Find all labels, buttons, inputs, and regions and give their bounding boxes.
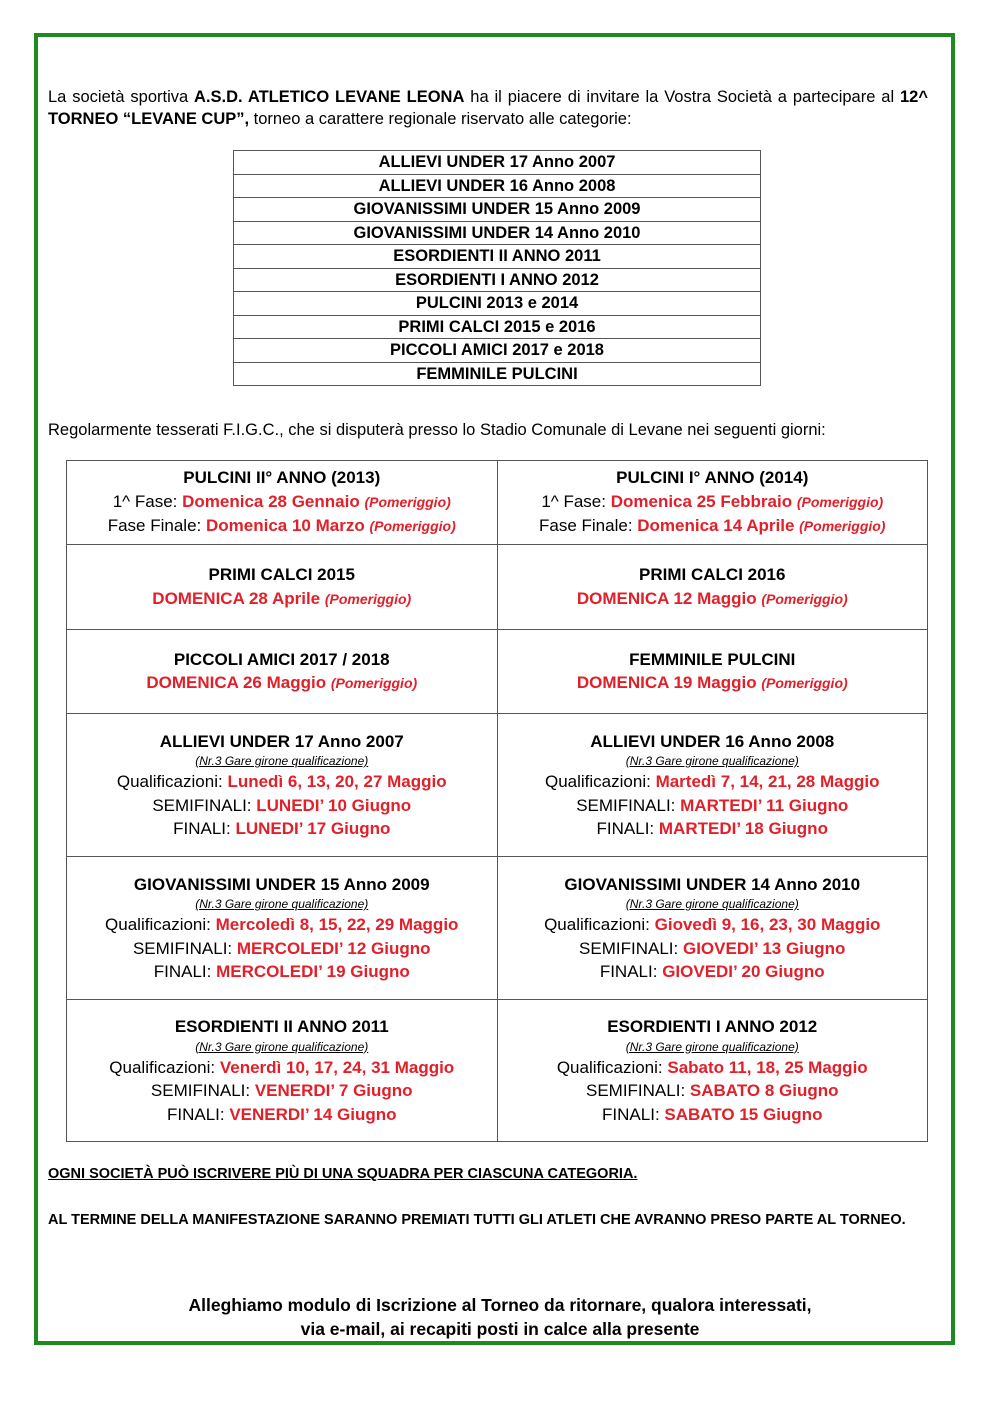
label: SEMIFINALI: [132,938,237,958]
label: SEMIFINALI: [585,1081,690,1100]
pomeriggio-note: (Pomeriggio) [364,493,451,510]
intro-text: ha il piacere di invitare la Vostra Società a partecipare al [464,88,900,106]
pomeriggio-note: (Pomeriggio) [761,590,848,607]
cell-title: FEMMINILE PULCINI [629,649,796,669]
label: FINALI: [153,962,217,981]
label: FINALI: [596,819,659,838]
schedule-cell-esordienti-2011 [67,1000,498,1142]
schedule-cell-giovanissimi-u15 [67,857,498,1000]
label: Qualificazioni: [109,1057,220,1077]
category-row: PICCOLI AMICI 2017 e 2018 [234,339,761,363]
date: Lunedì 6, 13, 20, 27 Maggio [227,772,447,791]
schedule-cell-allievi-u16 [497,714,928,857]
club-name: A.S.D. ATLETICO LEVANE LEONA [194,88,465,106]
category-row: ESORDIENTI II ANNO 2011 [234,245,761,269]
closing-line: via e-mail, ai recapiti posti in calce alla presente [300,1319,700,1339]
schedule-cell-allievi-u17 [67,714,498,857]
date: Domenica 14 Aprile [637,516,800,536]
schedule-cell-pulcini-2013 [67,461,498,545]
label: Fase Finale: [539,516,638,536]
schedule-cell-pulcini-2014 [497,461,928,545]
date: Martedì 7, 14, 21, 28 Maggio [655,772,880,791]
date: MERCOLEDI’ 12 Giugno [236,938,431,958]
label: FINALI: [166,1104,230,1124]
label: Qualificazioni: [556,1057,668,1077]
group-note: (Nr.3 Gare girone qualificazione) [195,1039,369,1054]
group-note: (Nr.3 Gare girone qualificazione) [625,754,799,768]
intro-text: torneo a carattere regionale riservato alle categorie: [249,110,632,128]
date: Sabato 11, 18, 25 Maggio [667,1057,868,1077]
intro-paragraph [48,86,928,130]
date: MARTEDI’ 18 Giugno [658,819,828,838]
schedule-cell-primi-calci-2015 [67,545,498,630]
date: Domenica 28 Gennaio [182,491,365,511]
label: 1^ Fase: [112,491,183,511]
schedule-cell-primi-calci-2016 [497,545,928,630]
group-note: (Nr.3 Gare girone qualificazione) [195,754,369,768]
category-row: PULCINI 2013 e 2014 [234,292,761,316]
label: FINALI: [599,962,663,981]
cell-title: ALLIEVI UNDER 17 Anno 2007 [159,731,404,751]
date: Giovedì 9, 16, 23, 30 Maggio [654,915,881,934]
schedule-cell-esordienti-2012 [497,1000,928,1142]
pomeriggio-note: (Pomeriggio) [324,590,412,607]
multiple-teams-notice: OGNI SOCIETÀ PUÒ ISCRIVERE PIÙ DI UNA SQUADRA PER CIASCUNA CATEGORIA. [48,1166,638,1182]
date: DOMENICA 19 Maggio [576,673,762,692]
pomeriggio-note: (Pomeriggio) [796,493,884,510]
category-row: ESORDIENTI I ANNO 2012 [234,268,761,292]
category-row: ALLIEVI UNDER 17 Anno 2007 [234,151,761,175]
awards-notice: AL TERMINE DELLA MANIFESTAZIONE SARANNO PREMIATI TUTTI GLI ATLETI CHE AVRANNO PRESO PARTE AL TORNEO. [48,1212,906,1228]
date: DOMENICA 28 Aprile [152,588,325,608]
cell-title: PRIMI CALCI 2015 [208,565,355,584]
label: FINALI: [602,1104,665,1124]
label: Qualificazioni: [105,915,216,934]
date: Mercoledì 8, 15, 22, 29 Maggio [215,915,459,934]
date: Domenica 25 Febbraio [610,491,797,511]
pomeriggio-note: (Pomeriggio) [369,518,456,535]
date: LUNEDI’ 17 Giugno [235,819,391,838]
date: DOMENICA 12 Maggio [576,588,762,608]
pomeriggio-note: (Pomeriggio) [761,675,848,691]
date: Venerdì 10, 17, 24, 31 Maggio [219,1057,455,1077]
category-row: GIOVANISSIMI UNDER 14 Anno 2010 [234,221,761,245]
closing-line: Alleghiamo modulo di Iscrizione al Torneo da ritornare, qualora interessati, [188,1295,812,1315]
category-row: PRIMI CALCI 2015 e 2016 [234,315,761,339]
label: Qualificazioni: [544,915,655,934]
label: Qualificazioni: [545,772,656,791]
categories-table [233,150,761,386]
date: SABATO 8 Giugno [689,1081,839,1100]
cell-title: ALLIEVI UNDER 16 Anno 2008 [590,731,835,751]
pomeriggio-note: (Pomeriggio) [799,518,886,535]
schedule-cell-femminile-pulcini [497,630,928,714]
cell-title: GIOVANISSIMI UNDER 15 Anno 2009 [133,874,430,894]
date: SABATO 15 Giugno [664,1104,823,1124]
date: MARTEDI’ 11 Giugno [680,795,849,815]
group-note: (Nr.3 Gare girone qualificazione) [625,897,799,911]
date: Domenica 10 Marzo [205,516,370,536]
date: VENERDI’ 14 Giugno [229,1104,397,1124]
schedule-intro: Regolarmente tesserati F.I.G.C., che si disputerà presso lo Stadio Comunale di Levane nei seguenti giorni: [48,421,826,439]
schedule-cell-giovanissimi-u14 [497,857,928,1000]
tournament-name: 12^ TORNEO “LEVANE CUP”, [48,88,928,128]
label: SEMIFINALI: [579,938,683,958]
pomeriggio-note: (Pomeriggio) [330,675,418,691]
label: Fase Finale: [107,516,206,536]
cell-title: GIOVANISSIMI UNDER 14 Anno 2010 [564,874,861,894]
label: 1^ Fase: [541,491,611,511]
label: FINALI: [173,819,236,838]
schedule-cell-piccoli-amici [67,630,498,714]
cell-title: PULCINI I° ANNO (2014) [616,468,809,488]
label: SEMIFINALI: [576,795,681,815]
cell-title: PRIMI CALCI 2016 [639,565,786,584]
cell-title: PICCOLI AMICI 2017 / 2018 [173,649,390,669]
intro-text: La società sportiva [48,88,195,106]
label: SEMIFINALI: [150,1081,255,1100]
schedule-table [66,460,928,1142]
label: Qualificazioni: [116,772,228,791]
date: GIOVEDI’ 20 Giugno [662,962,825,981]
group-note: (Nr.3 Gare girone qualificazione) [195,897,369,911]
date: MERCOLEDI’ 19 Giugno [216,962,410,981]
category-row: ALLIEVI UNDER 16 Anno 2008 [234,174,761,198]
date: LUNEDI’ 10 Giugno [256,795,412,815]
category-row: FEMMINILE PULCINI [234,362,761,386]
date: VENERDI’ 7 Giugno [254,1081,413,1100]
date: GIOVEDI’ 13 Giugno [682,938,846,958]
group-note: (Nr.3 Gare girone qualificazione) [625,1039,799,1054]
cell-title: ESORDIENTI I ANNO 2012 [607,1017,818,1036]
closing-text [60,1293,940,1341]
cell-title: PULCINI II° ANNO (2013) [183,468,381,488]
category-row: GIOVANISSIMI UNDER 15 Anno 2009 [234,198,761,222]
label: SEMIFINALI: [152,795,257,815]
date: DOMENICA 26 Maggio [146,673,331,692]
cell-title: ESORDIENTI II ANNO 2011 [174,1017,389,1036]
